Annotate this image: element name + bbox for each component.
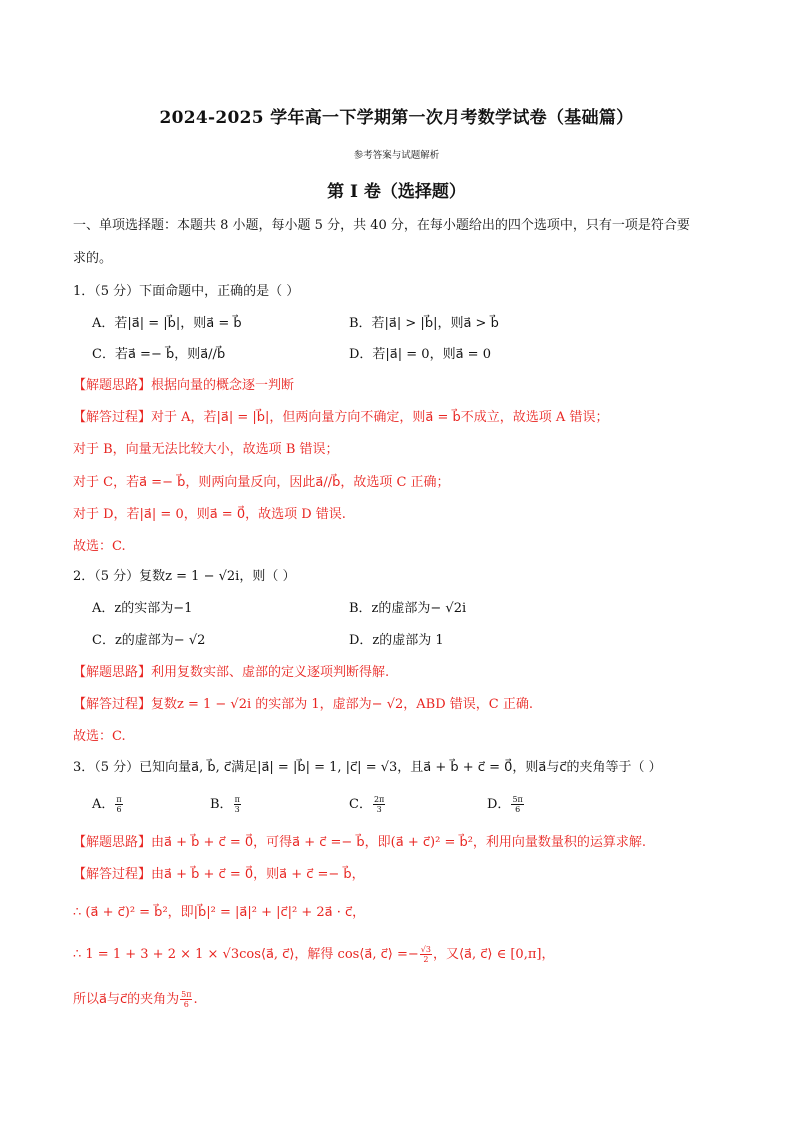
q2-option-b: B．z的虚部为− √2i bbox=[349, 601, 467, 616]
q3-option-a-label: A． bbox=[92, 797, 115, 812]
q3-option-b bbox=[210, 795, 242, 814]
q1-solution-line-2: 对于 B，向量无法比较大小，故选项 B 错误； bbox=[73, 442, 339, 457]
q1-solution-line-4: 对于 D，若|a⃗| = 0，则a⃗ = 0⃗，故选项 D 错误. bbox=[73, 507, 346, 522]
q3-option-c-denominator: 3 bbox=[376, 805, 382, 814]
page-title: 2024-2025 学年高一下学期第一次月考数学试卷（基础篇） bbox=[159, 108, 634, 128]
q3-option-c bbox=[349, 795, 386, 814]
q3-line-3-denominator: 2 bbox=[423, 955, 429, 964]
q3-option-b-denominator: 3 bbox=[234, 805, 240, 814]
q1-option-a: A．若|a⃗| = |b⃗|，则a⃗ = b⃗ bbox=[92, 316, 242, 331]
q3-option-c-label: C． bbox=[349, 797, 372, 812]
q3-option-d-denominator: 6 bbox=[515, 805, 521, 814]
q3-option-d-fraction bbox=[511, 795, 523, 814]
q2-stem: 2．（5 分）复数z = 1 − √2i，则（ ） bbox=[73, 569, 296, 584]
q2-answer: 故选：C. bbox=[73, 729, 126, 744]
q3-option-a-numerator: π bbox=[116, 795, 122, 804]
q3-option-c-numerator: 2π bbox=[373, 795, 385, 804]
q1-solution-idea: 【解题思路】根据向量的概念逐一判断 bbox=[73, 378, 295, 393]
q3-option-d-label: D． bbox=[487, 797, 511, 812]
q3-option-a-denominator: 6 bbox=[116, 805, 122, 814]
q3-line-4-prefix: 所以a⃗与c⃗的夹角为 bbox=[73, 992, 180, 1007]
q1-option-c: C．若a⃗ =− b⃗，则a⃗//b⃗ bbox=[92, 347, 226, 362]
q3-option-d-numerator: 5π bbox=[512, 795, 523, 804]
q3-option-b-fraction bbox=[234, 795, 241, 814]
q2-solution-process: 【解答过程】复数z = 1 − √2i 的实部为 1，虚部为− √2，ABD 错误，C 正确. bbox=[73, 697, 533, 712]
q3-line-3-fraction bbox=[420, 945, 432, 964]
q3-line-4-numerator: 5π bbox=[181, 990, 192, 999]
q3-line-3-numerator: √3 bbox=[420, 945, 431, 954]
q1-stem: 1．（5 分）下面命题中，正确的是（ ） bbox=[73, 284, 300, 299]
q3-solution-line-3 bbox=[73, 945, 554, 964]
q2-option-d: D．z的虚部为 1 bbox=[349, 633, 444, 648]
q2-solution-idea: 【解题思路】利用复数实部、虚部的定义逐项判断得解. bbox=[73, 665, 390, 680]
instructions-line-2: 求的。 bbox=[73, 251, 113, 266]
q3-option-a-fraction bbox=[115, 795, 122, 814]
q3-solution-process: 【解答过程】由a⃗ + b⃗ + c⃗ = 0⃗，则a⃗ + c⃗ =− b⃗， bbox=[73, 867, 365, 882]
instructions-line-1: 一、单项选择题：本题共 8 小题，每小题 5 分，共 40 分，在每小题给出的四个选项中，只有一项是符合要 bbox=[73, 218, 690, 233]
q2-option-c: C．z的虚部为− √2 bbox=[92, 633, 206, 648]
q1-answer: 故选：C. bbox=[73, 539, 126, 554]
q3-solution-line-2: ∴ (a⃗ + c⃗)² = b⃗²，即|b⃗|² = |a⃗|² + |c⃗|² + 2a⃗ · c⃗， bbox=[73, 905, 366, 920]
q3-line-3-prefix: ∴ 1 = 1 + 3 + 2 × 1 × √3cos⟨a⃗, c⃗⟩，解得 cos⟨a⃗, c⃗⟩ =− bbox=[73, 947, 419, 962]
q3-option-b-label: B． bbox=[210, 797, 233, 812]
q3-option-d bbox=[487, 795, 525, 814]
q3-line-3-suffix: ，又⟨a⃗, c⃗⟩ ∈ [0,π]， bbox=[432, 947, 555, 962]
q3-option-c-fraction bbox=[373, 795, 385, 814]
q2-option-a: A．z的实部为−1 bbox=[92, 601, 193, 616]
q1-solution-process: 【解答过程】对于 A，若|a⃗| = |b⃗|，但两向量方向不确定，则a⃗ = b⃗不成立，故选项 A 错误； bbox=[73, 410, 609, 425]
q3-solution-line-4 bbox=[73, 990, 198, 1009]
q1-option-b: B．若|a⃗| > |b⃗|，则a⃗ > b⃗ bbox=[349, 316, 499, 331]
q3-option-a bbox=[92, 795, 124, 814]
q1-option-d: D．若|a⃗| = 0，则a⃗ = 0 bbox=[349, 347, 491, 362]
page-subtitle: 参考答案与试题解析 bbox=[353, 150, 440, 161]
q3-solution-idea: 【解题思路】由a⃗ + b⃗ + c⃗ = 0⃗，可得a⃗ + c⃗ =− b⃗，即(a⃗ + c⃗)² = b⃗²，利用向量数量积的运算求解. bbox=[73, 835, 647, 850]
q1-solution-line-3: 对于 C，若a⃗ =− b⃗，则两向量反向，因此a⃗//b⃗，故选项 C 正确； bbox=[73, 475, 450, 490]
q3-stem: 3．（5 分）已知向量a⃗, b⃗, c⃗满足|a⃗| = |b⃗| = 1, |c⃗| = √3，且a⃗ + b⃗ + c⃗ = 0⃗，则a⃗与c⃗的夹角等于（ ） bbox=[73, 760, 662, 775]
q3-line-4-suffix: . bbox=[193, 992, 198, 1007]
q3-option-b-numerator: π bbox=[234, 795, 240, 804]
q3-line-4-denominator: 6 bbox=[183, 1000, 189, 1009]
q3-line-4-fraction bbox=[180, 990, 192, 1009]
section-heading: 第 I 卷（选择题） bbox=[327, 182, 466, 202]
